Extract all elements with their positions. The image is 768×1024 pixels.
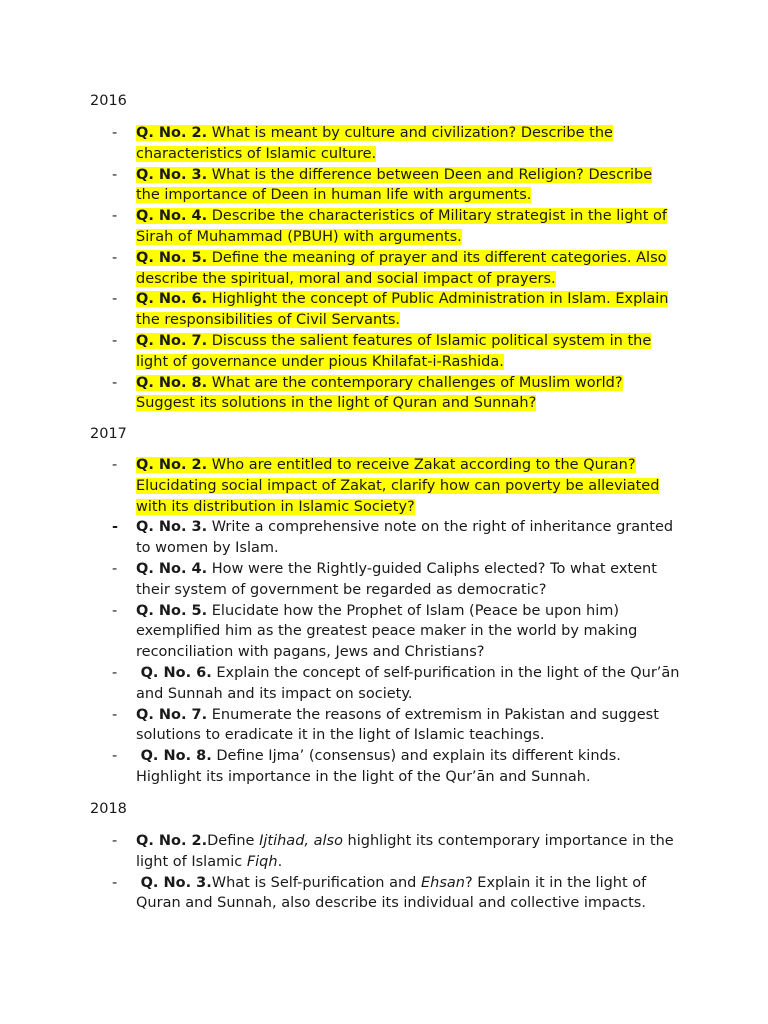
list-dash: -: [112, 125, 118, 141]
year-heading-2016: 2016: [90, 93, 127, 109]
question-number: Q. No. 2.: [136, 457, 208, 473]
italic-term: Ehsan: [421, 874, 465, 891]
question-number: Q. No. 3.: [140, 874, 212, 891]
list-dash: -: [112, 166, 118, 183]
list-dash: -: [112, 602, 118, 619]
question-number: Q. No. 4.: [136, 208, 208, 225]
question-number: Q. No. 3.: [136, 519, 208, 536]
list-item: [0, 206, 768, 248]
list-item: [0, 663, 768, 705]
list-item: [0, 559, 768, 601]
question-number: Q. No. 5.: [136, 249, 208, 266]
question-text: Write a comprehensive note on the right of inheritance granted to women by Islam.: [136, 519, 674, 557]
year-heading-2017: 2017: [90, 426, 127, 442]
question-text: Define: [207, 833, 260, 849]
question-number: Q. No. 3.: [136, 166, 208, 183]
question-text: highlight its contemporary importance in the light of Islamic: [136, 833, 674, 870]
question-number: Q. No. 4.: [136, 560, 208, 577]
list-dash: -: [112, 706, 118, 723]
list-item: [0, 123, 768, 165]
list-item: [0, 746, 768, 788]
list-item: [0, 705, 768, 747]
question-text: Who are entitled to receive Zakat according to the Quran? Elucidating social impact of Zakat, clarify how can poverty be alleviated with its distribution in Islamic Society?: [136, 457, 660, 515]
question-number: Q. No. 6.: [136, 291, 208, 308]
question-text: Describe the characteristics of Military strategist in the light of Sirah of Muhammad (PBUH) with arguments.: [136, 208, 667, 245]
question-text: ? Explain it in the light of Quran and Sunnah, also describe its individual and collective impacts.: [136, 874, 647, 912]
question-text: What is meant by culture and civilization? Describe the characteristics of Islamic culture.: [136, 125, 613, 162]
list-item: [0, 373, 768, 415]
question-list-2016: [0, 123, 768, 414]
list-dash: -: [112, 457, 118, 473]
list-dash: -: [112, 208, 118, 225]
question-list-2017: [0, 455, 768, 788]
question-number: Q. No. 8.: [140, 748, 212, 765]
italic-term: Ijtihad, also: [259, 833, 343, 849]
list-item: [0, 517, 768, 559]
list-item: [0, 873, 768, 915]
list-dash: -: [112, 519, 119, 536]
question-number: Q. No. 5.: [136, 602, 208, 619]
list-item: [0, 455, 768, 517]
question-number: Q. No. 2.: [136, 833, 208, 849]
question-text: .: [277, 853, 283, 870]
list-item: [0, 331, 768, 373]
question-text: What is the difference between Deen and Religion? Describe the importance of Deen in human life with arguments.: [136, 166, 653, 204]
question-text: Highlight the concept of Public Administration in Islam. Explain the responsibilities of Civil Servants.: [136, 291, 669, 329]
question-number: Q. No. 7.: [136, 332, 208, 349]
list-dash: -: [112, 332, 118, 349]
question-text: What is Self-purification and: [211, 874, 421, 891]
list-item: [0, 289, 768, 331]
question-number: Q. No. 7.: [136, 706, 208, 723]
list-dash: -: [112, 560, 118, 577]
question-text: Define Ijma’ (consensus) and explain its different kinds. Highlight its importance in the light of the Qur’ān and Sunnah.: [136, 748, 621, 785]
list-dash: -: [112, 874, 118, 891]
list-dash: -: [112, 291, 118, 308]
question-text: Discuss the salient features of Islamic political system in the light of governance under pious Khilafat-i-Rashida.: [136, 332, 652, 370]
list-dash: -: [112, 374, 118, 391]
list-item: [0, 165, 768, 207]
question-text: Explain the concept of self-purification in the light of the Qur’ān and Sunnah and its impact on society.: [136, 664, 680, 702]
list-dash: -: [112, 664, 118, 681]
question-number: Q. No. 6.: [140, 664, 212, 681]
question-text: Enumerate the reasons of extremism in Pakistan and suggest solutions to eradicate it in the light of Islamic teachings.: [136, 706, 659, 744]
question-text: How were the Rightly-guided Caliphs elected? To what extent their system of government be regarded as democratic?: [136, 560, 657, 598]
list-dash: -: [112, 833, 118, 849]
year-heading-2018: 2018: [90, 801, 127, 817]
question-text: What are the contemporary challenges of Muslim world? Suggest its solutions in the light of Quran and Sunnah?: [136, 374, 623, 412]
list-dash: -: [112, 748, 118, 765]
question-text: Define the meaning of prayer and its different categories. Also describe the spiritual, moral and social impact of prayers.: [136, 249, 667, 287]
list-dash: -: [112, 249, 118, 266]
question-number: Q. No. 8.: [136, 374, 208, 391]
question-number: Q. No. 2.: [136, 125, 208, 141]
italic-term: Fiqh: [246, 853, 278, 870]
list-item: [0, 831, 768, 873]
question-text: Elucidate how the Prophet of Islam (Peace be upon him) exemplified him as the greatest peace maker in the world by making reconciliation with pagans, Jews and Christians?: [136, 602, 638, 661]
list-item: [0, 601, 768, 663]
question-list-2018: [0, 831, 768, 914]
list-item: [0, 248, 768, 290]
